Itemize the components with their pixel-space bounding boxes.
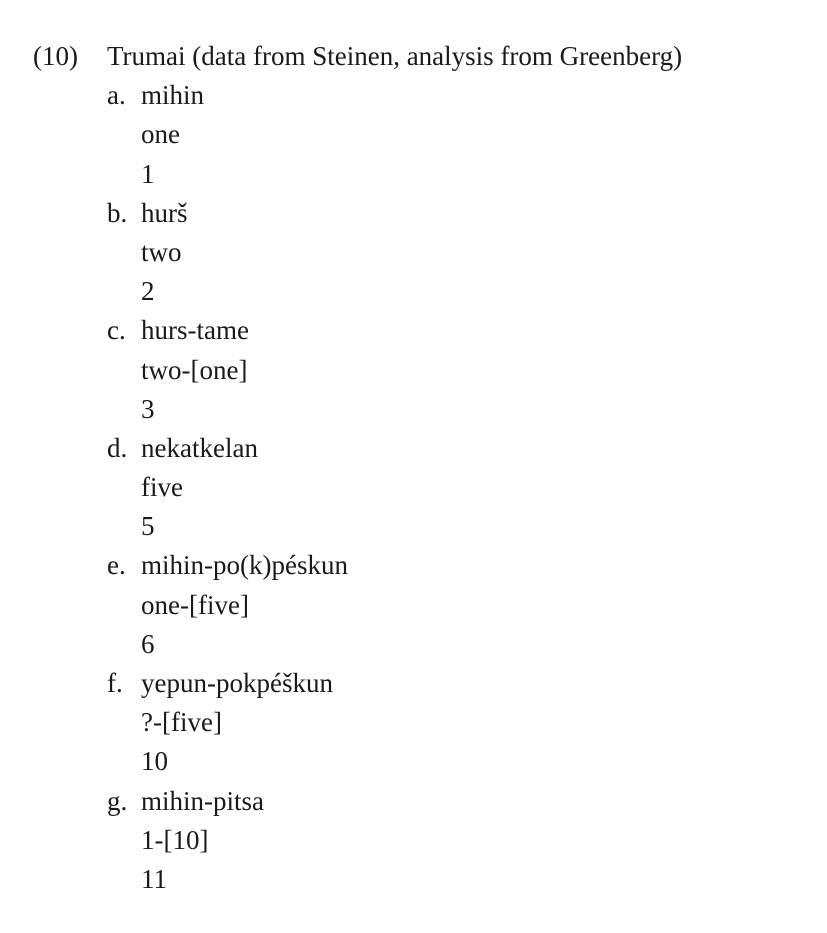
trumai-form: mihin-pitsa <box>141 785 264 816</box>
numeric-value: 1 <box>141 158 155 189</box>
trumai-form: hurs-tame <box>141 315 249 346</box>
gloss-block <box>141 664 813 782</box>
subexample-letter: a. <box>107 80 126 111</box>
subexample-letter: d. <box>107 432 128 463</box>
trumai-form: mihin-po(k)péskun <box>141 550 348 581</box>
trumai-form: yepun-pokpéškun <box>141 668 333 698</box>
subexample-letter: b. <box>107 197 128 228</box>
morpheme-gloss: two <box>141 236 182 267</box>
subexample-c <box>33 311 813 429</box>
subexample-d <box>33 429 813 547</box>
subexample-a <box>33 76 813 194</box>
example-title: Trumai (data from Steinen, analysis from Greenberg) <box>107 41 683 71</box>
numeric-value: 3 <box>141 393 155 424</box>
subexample-letter: f. <box>107 668 123 698</box>
example-number: (10) <box>33 41 78 71</box>
gloss-block <box>141 311 813 429</box>
gloss-block <box>141 194 813 312</box>
subexample-b <box>33 194 813 312</box>
morpheme-gloss: one <box>141 119 180 150</box>
numeric-value: 5 <box>141 511 155 542</box>
trumai-form: hurš <box>141 197 188 228</box>
trumai-form: mihin <box>141 80 205 111</box>
subexample-g <box>33 782 813 900</box>
morpheme-gloss: five <box>141 472 183 503</box>
subexample-letter: e. <box>107 550 126 581</box>
subexample-list <box>33 76 813 899</box>
numeric-value: 6 <box>141 628 155 659</box>
morpheme-gloss: ?-[five] <box>141 707 222 738</box>
subexample-letter: c. <box>107 315 126 346</box>
numeric-value: 10 <box>141 746 168 777</box>
trumai-form: nekatkelan <box>141 432 258 463</box>
subexample-e <box>33 546 813 664</box>
gloss-block <box>141 782 813 900</box>
numeric-value: 2 <box>141 276 155 307</box>
numeric-value: 11 <box>141 863 167 894</box>
morpheme-gloss: two-[one] <box>141 354 248 385</box>
subexample-letter: g. <box>107 785 128 816</box>
linguistic-example <box>33 37 813 899</box>
gloss-block <box>141 546 813 664</box>
example-header <box>33 37 813 76</box>
gloss-block <box>141 76 813 194</box>
morpheme-gloss: 1-[10] <box>141 824 209 855</box>
gloss-block <box>141 429 813 547</box>
morpheme-gloss: one-[five] <box>141 589 249 620</box>
subexample-f <box>33 664 813 782</box>
